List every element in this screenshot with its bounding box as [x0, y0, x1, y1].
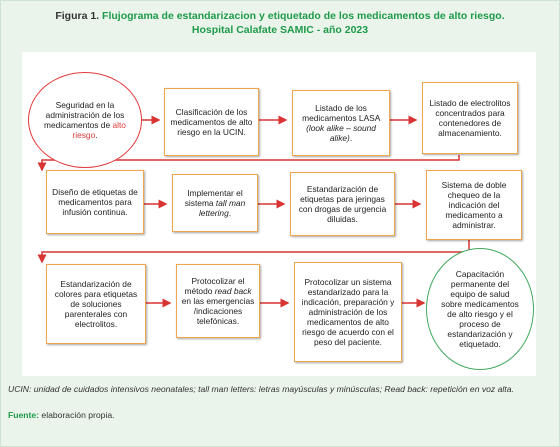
node-11-protocol: Protocolizar un sistema estandarizado para la indicación, preparación y administración de los medicamentos de alto riesgo de acuerdo con el peso del paciente.	[294, 262, 402, 362]
node-6-tall-man: Implementar el sistema tall man lettering.	[172, 174, 258, 232]
figure-subtitle: Hospital Calafate SAMIC - año 2023	[191, 24, 369, 36]
figure-label: Figura 1.	[55, 10, 100, 22]
node-12-training: Capacitación permanente del equipo de salud sobre medicamentos de alto riesgo y el proceso de estandarización y etiquetado.	[426, 248, 534, 370]
footnote: UCIN: unidad de cuidados intensivos neonatales; tall man letters: letras mayúsculas y minúsculas; Read back: repetición en voz alta.	[8, 384, 514, 394]
node-9-colors: Estandarización de colores para etiquetas de soluciones parenterales con electrolitos.	[46, 264, 146, 344]
node-10-read-back: Protocolizar el método read back en las emergencias /indicaciones telefónicas.	[176, 264, 260, 338]
flowchart-canvas	[22, 52, 536, 376]
node-3-lasa: Listado de los medicamentos LASA (look alike – sound alike).	[292, 90, 390, 156]
node-1-highlight: alto riesgo	[72, 120, 126, 140]
arrow-8-9	[42, 240, 469, 262]
source-label: Fuente:	[8, 410, 40, 420]
node-4-electrolytes: Listado de electrolitos concentrados para contenedores de almacenamiento.	[422, 82, 518, 154]
node-8-double-check: Sistema de doble chequeo de la indicación del medicamento a administrar.	[426, 170, 522, 240]
node-7-syringes: Estandarización de etiquetas para jeringas con drogas de urgencia diluidas.	[290, 172, 395, 236]
figure-title-text: Flujograma de estandarizacion y etiquetado de los medicamentos de alto riesgo.	[102, 10, 505, 22]
source-line	[8, 410, 115, 420]
node-2-classification: Clasificación de los medicamentos de alto riesgo en la UCIN.	[164, 88, 259, 156]
node-1-safety: Seguridad en la administración de los medicamentos de alto riesgo.	[28, 72, 142, 168]
node-5-labels: Diseño de etiquetas de medicamentos para infusión continua.	[46, 170, 144, 234]
figure-title	[0, 9, 560, 23]
source-text: elaboración propia.	[41, 410, 115, 420]
